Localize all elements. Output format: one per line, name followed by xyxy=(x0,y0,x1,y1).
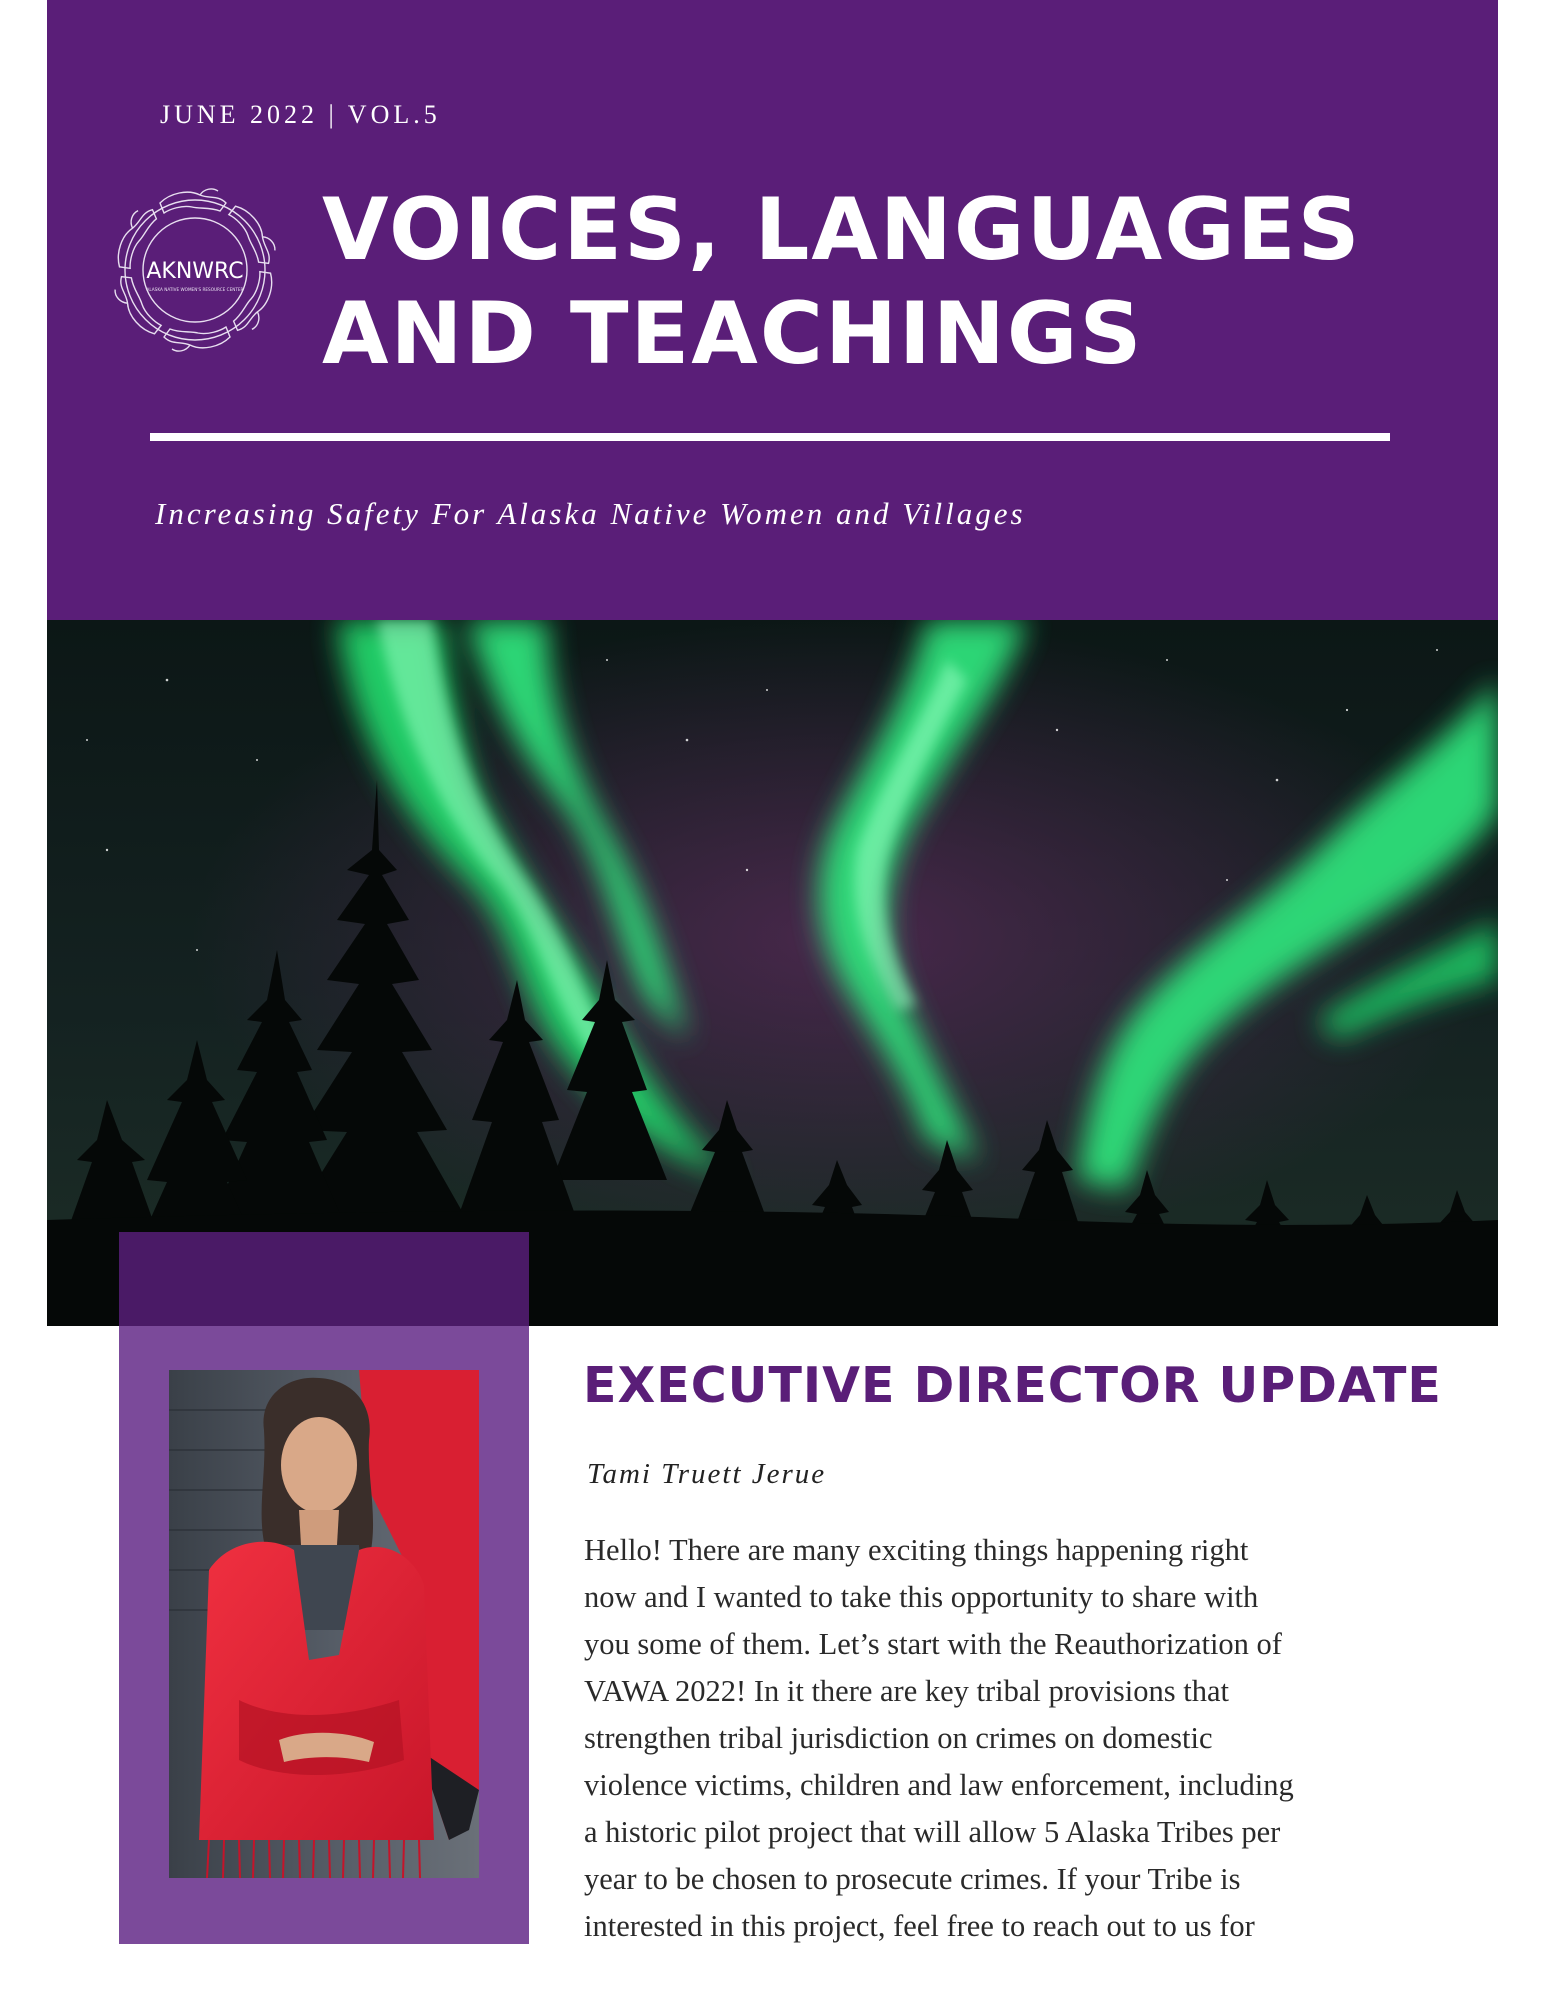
body-line: interested in this project, feel free to reach out to us for xyxy=(584,1909,1255,1943)
title-line-2: AND TEACHINGS xyxy=(322,284,1144,384)
profile-card-top-band xyxy=(119,1232,529,1326)
tagline: Increasing Safety For Alaska Native Women and Villages xyxy=(155,496,1026,531)
body-line: now and I wanted to take this opportunity to share with xyxy=(584,1580,1259,1614)
director-portrait xyxy=(169,1370,479,1878)
newsletter-title xyxy=(322,178,1462,386)
profile-card xyxy=(119,1232,529,1944)
aknwrc-logo xyxy=(100,175,290,365)
body-line: strengthen tribal jurisdiction on crimes on domestic xyxy=(584,1721,1213,1755)
aurora-hero-image xyxy=(47,620,1498,1326)
logo-text: AKNWRC xyxy=(146,259,244,284)
issue-info: JUNE 2022 | VOL.5 xyxy=(160,100,441,129)
title-divider xyxy=(150,433,1390,441)
body-line: Hello! There are many exciting things happening right xyxy=(584,1533,1249,1567)
body-line: a historic pilot project that will allow 5 Alaska Tribes per xyxy=(584,1815,1281,1849)
body-line: VAWA 2022! In it there are key tribal provisions that xyxy=(584,1674,1229,1708)
body-line: violence victims, children and law enforcement, including xyxy=(584,1768,1294,1802)
title-line-1: VOICES, LANGUAGES xyxy=(322,180,1362,280)
body-line: year to be chosen to prosecute crimes. If your Tribe is xyxy=(584,1862,1241,1896)
article-author: Tami Truett Jerue xyxy=(587,1458,827,1490)
logo-subtext: ALASKA NATIVE WOMEN'S RESOURCE CENTER xyxy=(146,287,244,292)
article-heading: EXECUTIVE DIRECTOR UPDATE xyxy=(583,1357,1442,1414)
body-line: you some of them. Let’s start with the Reauthorization of xyxy=(584,1627,1282,1661)
article-body xyxy=(584,1527,1502,1950)
